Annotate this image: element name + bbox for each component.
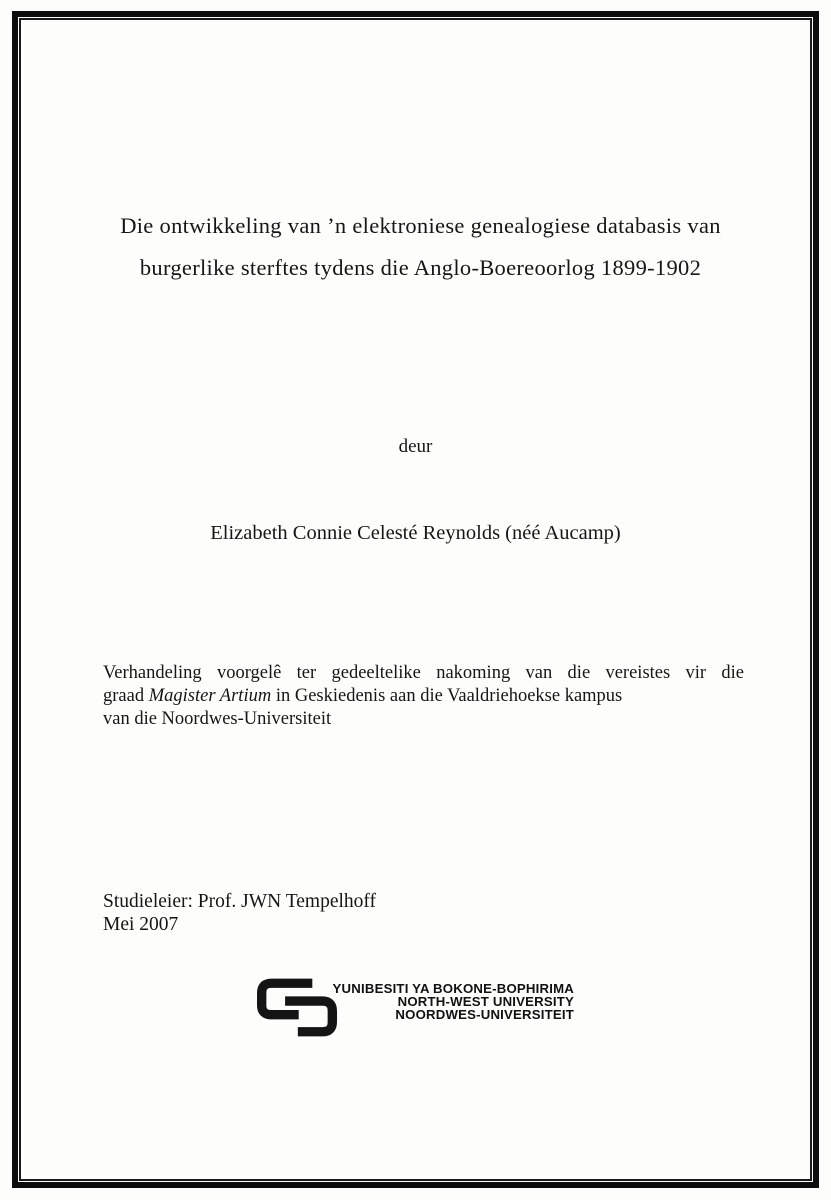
logo-text-line-2: NORTH-WEST UNIVERSITY [397, 993, 574, 1009]
page-title [45, 205, 796, 289]
title-line-2: burgerlike sterftes tydens die Anglo-Boereoorlog 1899-1902 [139, 255, 702, 280]
logo-text-line-1: YUNIBESITI YA BOKONE-BOPHIRIMA [332, 981, 574, 996]
submission-line-2-pre: graad [103, 686, 149, 706]
author-name: Elizabeth Connie Celesté Reynolds (néé Aucamp) [210, 522, 621, 544]
date-line: Mei 2007 [103, 914, 179, 935]
supervisor-line: Studieleier: Prof. JWN Tempelhoff [103, 891, 377, 912]
submission-line-2 [103, 685, 744, 708]
submission-statement [103, 662, 744, 731]
submission-line-1: Verhandeling voorgelê ter gedeeltelike nakoming van die vereistes vir die [103, 663, 744, 683]
degree-name-italic: Magister Artium [148, 686, 272, 706]
university-logo-text [322, 983, 574, 1021]
byline-label: deur [398, 436, 433, 457]
supervisor-block [103, 890, 376, 936]
submission-line-3: van die Noordwes-Universiteit [103, 709, 332, 729]
logo-text-line-3: NOORDWES-UNIVERSITEIT [395, 1006, 574, 1022]
submission-line-2-post: in Geskiedenis aan die Vaaldriehoekse kampus [271, 686, 623, 706]
title-line-1: Die ontwikkeling van ’n elektroniese genealogiese databasis van [120, 213, 721, 238]
